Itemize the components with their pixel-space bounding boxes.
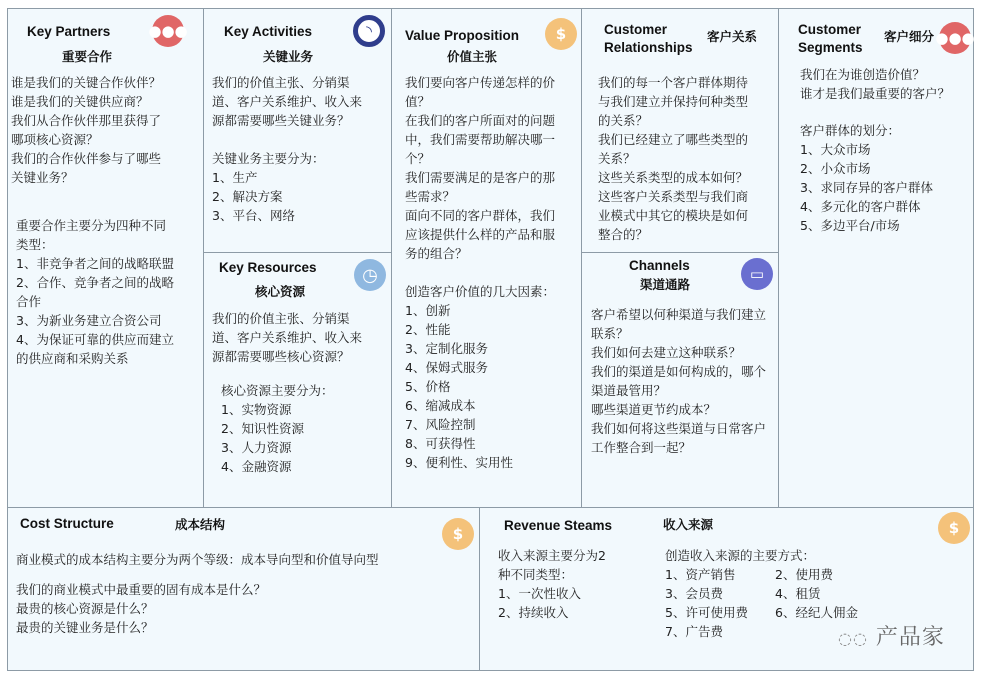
key-partners-types bbox=[16, 216, 174, 368]
customer-relationships-title bbox=[604, 21, 693, 57]
key-partners-title: Key Partners bbox=[27, 24, 111, 39]
text-line: 3、人力资源 bbox=[221, 440, 292, 455]
text-line: 2、合作、竞争者之间的战略 bbox=[16, 275, 174, 290]
channels-title: Channels bbox=[629, 258, 690, 273]
group-icon: ●●● bbox=[939, 22, 971, 54]
text-line: 5、多边平台/市场 bbox=[800, 218, 900, 233]
key-activities-title: Key Activities bbox=[224, 24, 313, 39]
key-resources-title: Key Resources bbox=[219, 260, 317, 275]
text-line: 2、解决方案 bbox=[212, 189, 283, 204]
text-line: 4、租赁 bbox=[775, 586, 821, 601]
text-line: 关键业务？ bbox=[11, 170, 74, 185]
text-line: 1、资产销售 bbox=[665, 567, 736, 582]
text-line: 我们在为谁创造价值？ bbox=[800, 67, 926, 82]
text-line bbox=[775, 546, 858, 565]
text-line: 我们的合作伙伴参与了哪些 bbox=[11, 151, 162, 166]
money-bag-icon: $ bbox=[442, 518, 474, 550]
key-resources-types bbox=[221, 381, 334, 476]
customer-segments-title bbox=[798, 21, 863, 57]
text-line: 8、可获得性 bbox=[405, 436, 476, 451]
text-line: 我们从合作伙伴那里获得了 bbox=[11, 113, 162, 128]
text-line: 哪项核心资源？ bbox=[11, 132, 99, 147]
text-line: 应该提供什么样的产品和服 bbox=[405, 227, 556, 242]
revenue-streams-title: Revenue Steams bbox=[504, 518, 613, 533]
text-line: 我们的渠道是如何构成的，哪个 bbox=[591, 364, 767, 379]
text-line: 7、风险控制 bbox=[405, 417, 476, 432]
text-line: 2、使用费 bbox=[775, 567, 833, 582]
text-line: 我们要向客户传递怎样的价 bbox=[405, 75, 556, 90]
text-line: 中，我们需要帮助解决哪一 bbox=[405, 132, 556, 147]
text-line: 些需求？ bbox=[405, 189, 456, 204]
text-line: 谁才是我们最重要的客户？ bbox=[800, 86, 951, 101]
key-resources-cn: 核心资源 bbox=[255, 284, 306, 299]
text-line: 3、定制化服务 bbox=[405, 341, 488, 356]
text-line: 关键业务主要分为： bbox=[212, 151, 325, 166]
cost-structure-questions bbox=[16, 580, 266, 637]
title-line: Customer bbox=[604, 22, 668, 37]
text-line: 在我们的客户所面对的问题 bbox=[405, 113, 556, 128]
text-line: 4、多元化的客户群体 bbox=[800, 199, 921, 214]
text-line: 1、非竞争者之间的战略联盟 bbox=[16, 256, 174, 271]
value-proposition-cn: 价值主张 bbox=[447, 49, 498, 64]
text-line: 2、知识性资源 bbox=[221, 421, 304, 436]
text-line: 关系？ bbox=[598, 151, 636, 166]
key-partners-questions bbox=[11, 73, 161, 187]
text-line: 6、经纪人佣金 bbox=[775, 605, 858, 620]
text-line: 我们的价值主张、分销渠 bbox=[212, 75, 350, 90]
presentation-icon: ▭ bbox=[741, 258, 773, 290]
text-line: 我们如何将这些渠道与日常客户 bbox=[591, 421, 767, 436]
channels-text bbox=[591, 305, 766, 457]
customer-relationships-text bbox=[598, 73, 748, 244]
cost-structure-intro bbox=[16, 550, 379, 569]
text-line: 3、为新业务建立合资公司 bbox=[16, 313, 162, 328]
text-line: 道、客户关系维护、收入来 bbox=[212, 330, 363, 345]
text-line: 核心资源主要分为： bbox=[221, 383, 334, 398]
text-line: 谁是我们的关键供应商？ bbox=[11, 94, 149, 109]
customer-relationships-cn: 客户关系 bbox=[707, 29, 758, 44]
clock-icon: ◷ bbox=[354, 259, 386, 291]
text-line: 2、性能 bbox=[405, 322, 451, 337]
text-line: 个？ bbox=[405, 151, 431, 166]
text-line: 4、保姆式服务 bbox=[405, 360, 488, 375]
text-line: 7、广告费 bbox=[665, 624, 723, 639]
channels-cn: 渠道通路 bbox=[640, 277, 691, 292]
text-line: 渠道最管用？ bbox=[591, 383, 667, 398]
customer-segments-questions bbox=[800, 65, 950, 103]
money-bag-icon: $ bbox=[938, 512, 970, 544]
watermark bbox=[838, 620, 945, 651]
group-icon: ●●● bbox=[152, 15, 184, 47]
text-line: 的供应商和采购关系 bbox=[16, 351, 129, 366]
text-line: 收入来源主要分为2 bbox=[498, 548, 606, 563]
text-line: 这些关系类型的成本如何？ bbox=[598, 170, 749, 185]
text-line: 1、大众市场 bbox=[800, 142, 871, 157]
revenue-streams-methods-2 bbox=[775, 546, 858, 622]
ball-icon: ◝ bbox=[353, 15, 385, 47]
key-activities-text bbox=[212, 73, 362, 225]
value-proposition-factors bbox=[405, 282, 555, 472]
text-line: 客户群体的划分： bbox=[800, 123, 901, 138]
title-line: Customer bbox=[798, 22, 862, 37]
text-line: 6、缩减成本 bbox=[405, 398, 476, 413]
title-line: Relationships bbox=[604, 40, 693, 55]
revenue-streams-types bbox=[498, 546, 606, 622]
text-line: 哪些渠道更节约成本？ bbox=[591, 402, 717, 417]
watermark-text: 产品家 bbox=[875, 625, 945, 650]
text-line: 3、平台、网络 bbox=[212, 208, 295, 223]
text-line: 重要合作主要分为四种不同 bbox=[16, 218, 167, 233]
text-line bbox=[212, 130, 362, 149]
key-resources-text bbox=[212, 309, 362, 366]
text-line: 商业模式的成本结构主要分为两个等级：成本导向型和价值导向型 bbox=[16, 552, 379, 567]
revenue-streams-cn: 收入来源 bbox=[663, 517, 714, 532]
text-line: 1、一次性收入 bbox=[498, 586, 581, 601]
text-line: 业模式中其它的模块是如何 bbox=[598, 208, 749, 223]
text-line: 创造收入来源的主要方式： bbox=[665, 548, 816, 563]
text-line: 工作整合到一起？ bbox=[591, 440, 692, 455]
text-line: 3、求同存异的客户群体 bbox=[800, 180, 933, 195]
value-proposition-questions bbox=[405, 73, 555, 263]
text-line: 我们的价值主张、分销渠 bbox=[212, 311, 350, 326]
cost-structure-cn: 成本结构 bbox=[175, 517, 226, 532]
text-line: 9、便利性、实用性 bbox=[405, 455, 513, 470]
text-line: 我们已经建立了哪些类型的 bbox=[598, 132, 749, 147]
text-line: 2、持续收入 bbox=[498, 605, 569, 620]
cost-structure-title: Cost Structure bbox=[20, 516, 114, 531]
text-line: 值？ bbox=[405, 94, 431, 109]
customer-segments-cn: 客户细分 bbox=[884, 29, 935, 44]
key-partners-cn: 重要合作 bbox=[62, 49, 113, 64]
text-line: 整合的？ bbox=[598, 227, 649, 242]
text-line: 类型： bbox=[16, 237, 54, 252]
value-proposition-title: Value Proposition bbox=[405, 28, 520, 43]
text-line: 1、创新 bbox=[405, 303, 451, 318]
text-line: 合作 bbox=[16, 294, 42, 309]
wechat-icon: ◌◌ bbox=[838, 629, 868, 648]
text-line: 这些客户关系类型与我们商 bbox=[598, 189, 749, 204]
text-line: 5、价格 bbox=[405, 379, 451, 394]
text-line: 源都需要哪些核心资源？ bbox=[212, 349, 350, 364]
text-line: 最贵的核心资源是什么？ bbox=[16, 601, 154, 616]
text-line: 1、实物资源 bbox=[221, 402, 292, 417]
key-activities-cn: 关键业务 bbox=[263, 49, 314, 64]
money-bag-icon: $ bbox=[545, 18, 577, 50]
text-line: 我们的商业模式中最重要的固有成本是什么？ bbox=[16, 582, 267, 597]
text-line: 3、会员费 bbox=[665, 586, 723, 601]
customer-segments-types bbox=[800, 121, 933, 235]
text-line: 务的组合？ bbox=[405, 246, 468, 261]
text-line: 我们需要满足的是客户的那 bbox=[405, 170, 556, 185]
text-line: 谁是我们的关键合作伙伴？ bbox=[11, 75, 162, 90]
text-line: 创造客户价值的几大因素： bbox=[405, 284, 556, 299]
text-line: 道、客户关系维护、收入来 bbox=[212, 94, 363, 109]
text-line: 的关系？ bbox=[598, 113, 649, 128]
text-line: 种不同类型： bbox=[498, 567, 574, 582]
text-line: 我们的每一个客户群体期待 bbox=[598, 75, 749, 90]
text-line: 联系？ bbox=[591, 326, 629, 341]
text-line: 最贵的关键业务是什么？ bbox=[16, 620, 154, 635]
text-line: 5、许可使用费 bbox=[665, 605, 748, 620]
text-line: 面向不同的客户群体，我们 bbox=[405, 208, 556, 223]
text-line: 与我们建立并保持何种类型 bbox=[598, 94, 749, 109]
text-line: 4、金融资源 bbox=[221, 459, 292, 474]
title-line: Segments bbox=[798, 40, 863, 55]
text-line: 源都需要哪些关键业务？ bbox=[212, 113, 350, 128]
text-line: 2、小众市场 bbox=[800, 161, 871, 176]
text-line: 我们如何去建立这种联系？ bbox=[591, 345, 742, 360]
text-line: 客户希望以何种渠道与我们建立 bbox=[591, 307, 767, 322]
text-line: 4、为保证可靠的供应而建立 bbox=[16, 332, 174, 347]
text-line: 1、生产 bbox=[212, 170, 258, 185]
